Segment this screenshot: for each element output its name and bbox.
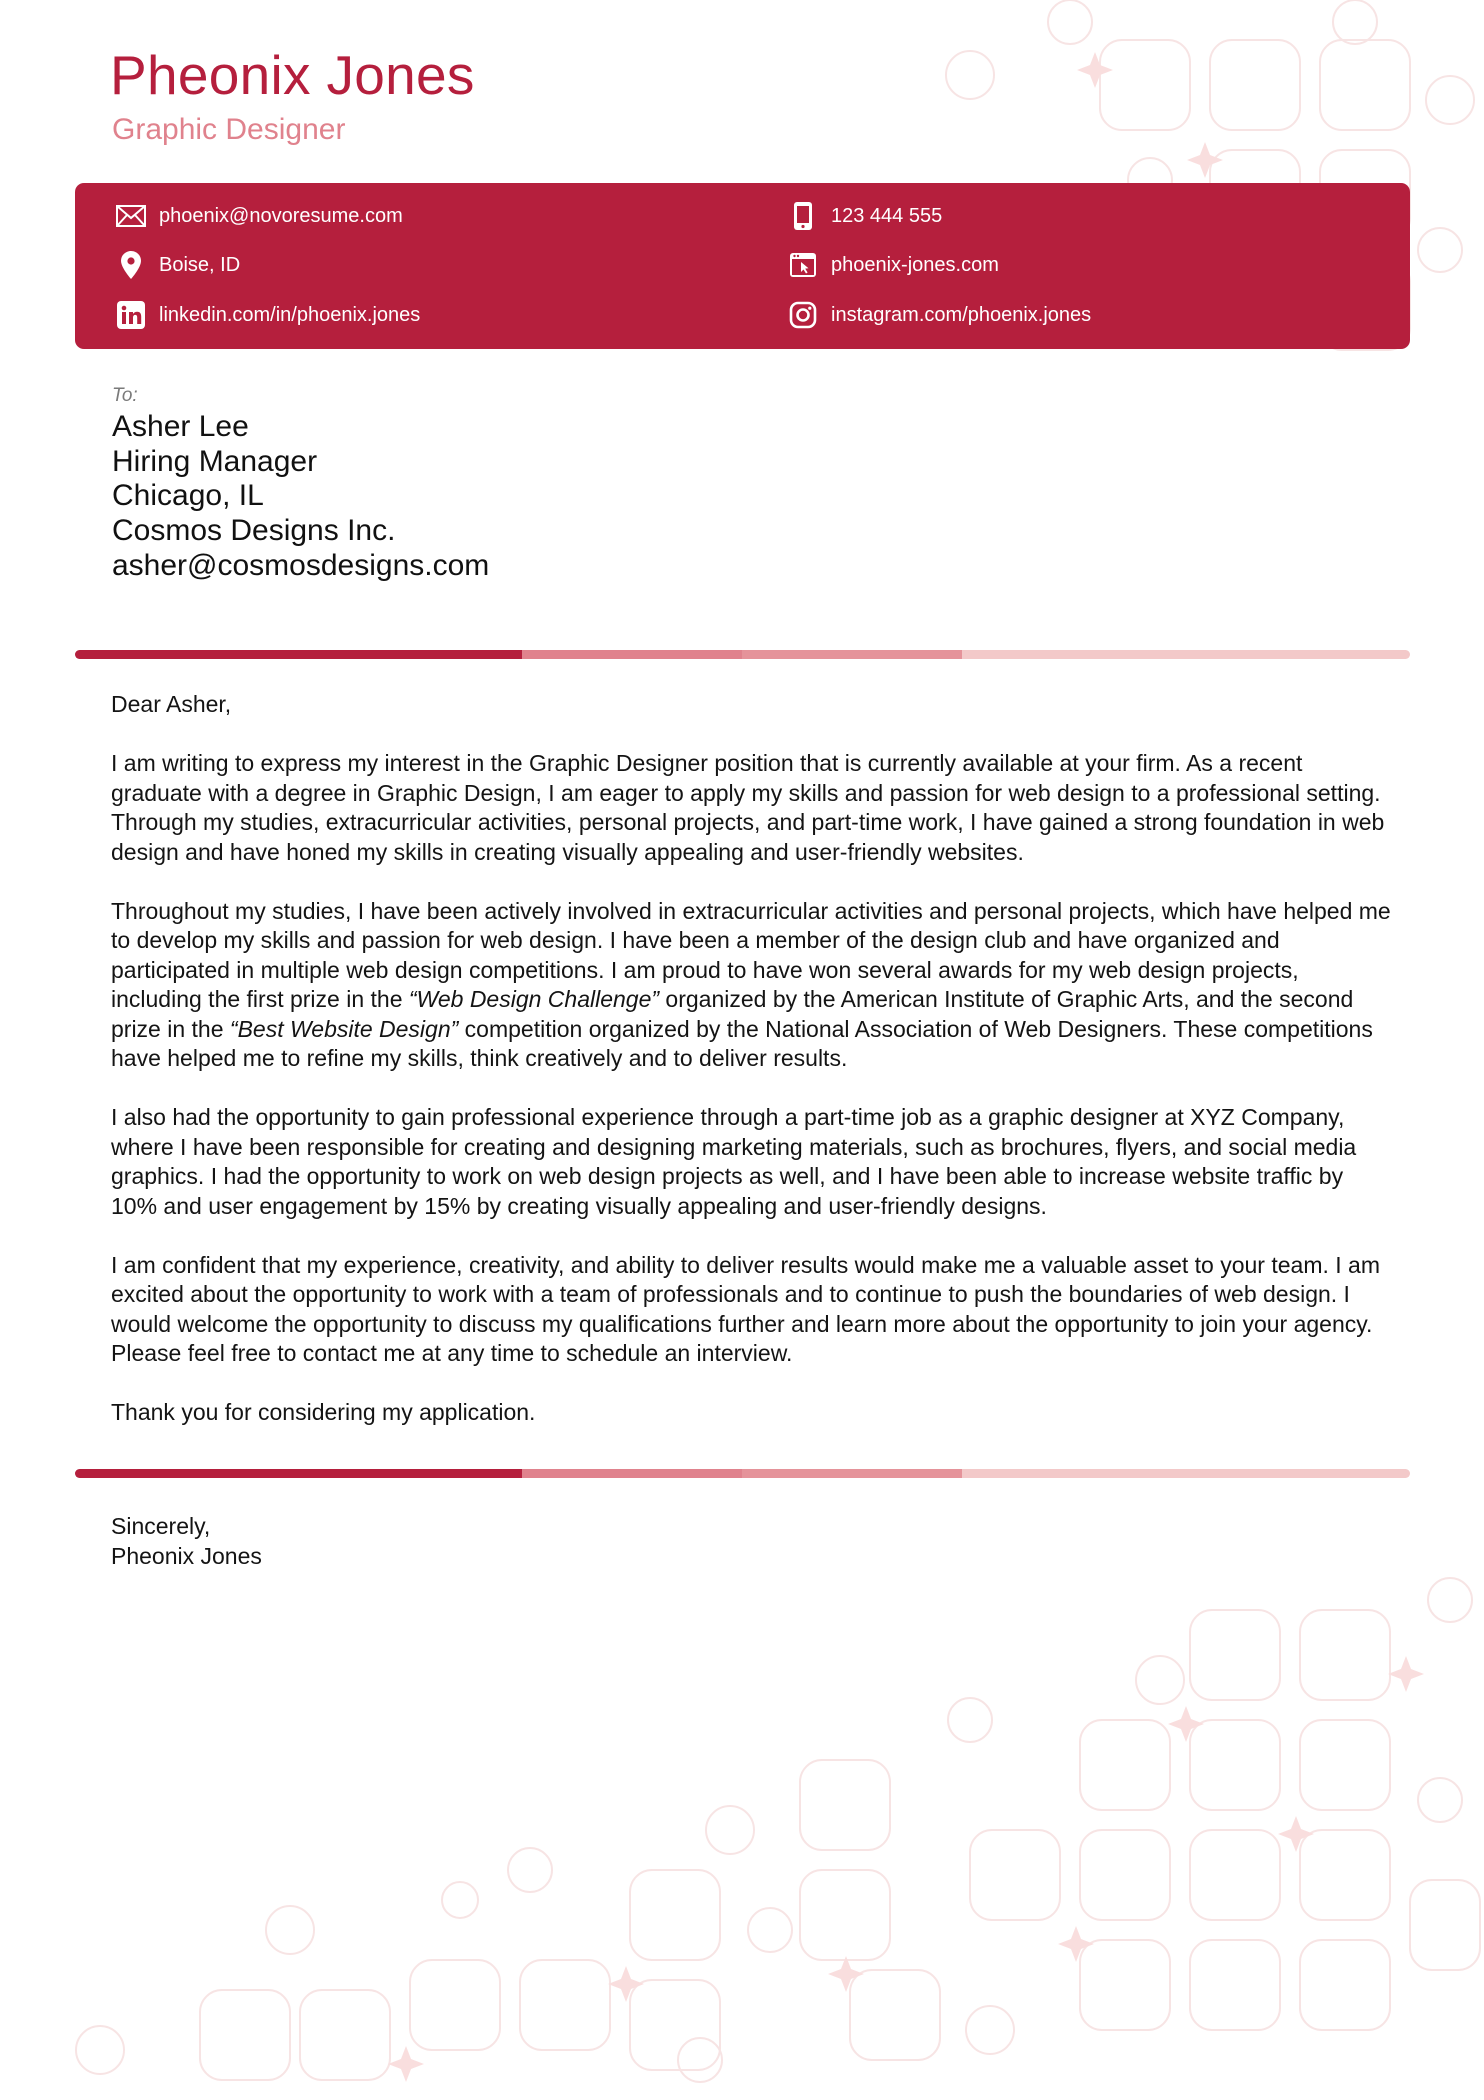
signoff: Sincerely,: [111, 1513, 211, 1539]
contact-linkedin[interactable]: [115, 295, 420, 335]
phone-text: 123 444 555: [831, 204, 943, 227]
paragraph-3: I also had the opportunity to gain professional experience through a part-time job as a graphic designer at XYZ Company, where I have been responsible for creating and designing marketing materials, such as brochures, flyers, and social media graphics. I had the opportunity to work on web design projects as well, and I have been able to increase website traffic by 10% and user engagement by 15% by creating visually appealing and user-friendly designs.: [111, 1104, 1357, 1219]
contact-location: [115, 245, 240, 285]
contact-website[interactable]: [787, 245, 999, 285]
location-text: Boise, ID: [159, 253, 241, 276]
recipient-email: asher@cosmosdesigns.com: [112, 548, 490, 582]
linkedin-icon: [115, 299, 147, 331]
recipient-name: Asher Lee: [112, 410, 249, 443]
website-text: phoenix-jones.com: [831, 253, 999, 276]
recipient-position: Hiring Manager: [112, 444, 318, 478]
envelope-icon: [115, 200, 147, 232]
browser-cursor-icon: [787, 249, 819, 281]
bottom-divider: [75, 1469, 1410, 1478]
applicant-title: Graphic Designer: [112, 113, 346, 146]
paragraph-5: Thank you for considering my application.: [111, 1399, 536, 1425]
linkedin-text: linkedin.com/in/phoenix.jones: [159, 303, 421, 326]
contact-instagram[interactable]: [787, 295, 1091, 335]
signature-name: Pheonix Jones: [111, 1542, 262, 1569]
award-2: “Best Website Design”: [229, 1015, 459, 1042]
contact-email[interactable]: [115, 196, 403, 236]
mobile-phone-icon: [787, 200, 819, 232]
instagram-icon: [787, 299, 819, 331]
contact-phone[interactable]: [787, 196, 942, 236]
applicant-name: Pheonix Jones: [110, 44, 475, 106]
paragraph-1: I am writing to express my interest in the Graphic Designer position that is currently available at your firm. As a recent graduate with a degree in Graphic Design, I am eager to apply my skills and passion for web design to a professional setting. Through my studies, extracurricular activities, personal projects, and part-time work, I have gained a strong foundation in web design and have honed my skills in creating visually appealing and user-friendly websites.: [111, 750, 1385, 865]
email-text: phoenix@novoresume.com: [159, 204, 403, 227]
recipient-location: Chicago, IL: [112, 479, 264, 513]
map-pin-icon: [115, 249, 147, 281]
paragraph-2: Throughout my studies, I have been actively involved in extracurricular activities and personal projects, which have helped me to develop my skills and passion for web design. I have been a member of the design club and have organized and participated in multiple web design competitions. I am proud to have won several awards for my web design projects, including the first prize in the “Web Design Challenge” organized by the American Institute of Graphic Arts, and the second prize in the “Best Website Design” competition organized by the National Association of Web Designers. These competitions have helped me to refine my skills, think creatively and to deliver results.: [111, 897, 1391, 1071]
recipient-block: [112, 410, 489, 584]
closing-block: [111, 1512, 262, 1571]
letter-body: [111, 690, 1391, 1457]
paragraph-4: I am confident that my experience, creativity, and ability to deliver results would make me a valuable asset to your team. I am excited about the opportunity to work with a team of professionals and to continue to push the boundaries of web design. I would welcome the opportunity to discuss my qualifications further and learn more about the opportunity to join your agency. Please feel free to contact me at any time to schedule an interview.: [111, 1251, 1380, 1366]
award-1: “Web Design Challenge”: [408, 986, 660, 1012]
top-divider: [75, 650, 1410, 659]
recipient-company: Cosmos Designs Inc.: [112, 514, 396, 548]
contact-bar: [75, 183, 1410, 349]
instagram-text: instagram.com/phoenix.jones: [831, 303, 1092, 326]
salutation: Dear Asher,: [111, 691, 232, 717]
to-label: To:: [112, 385, 138, 406]
